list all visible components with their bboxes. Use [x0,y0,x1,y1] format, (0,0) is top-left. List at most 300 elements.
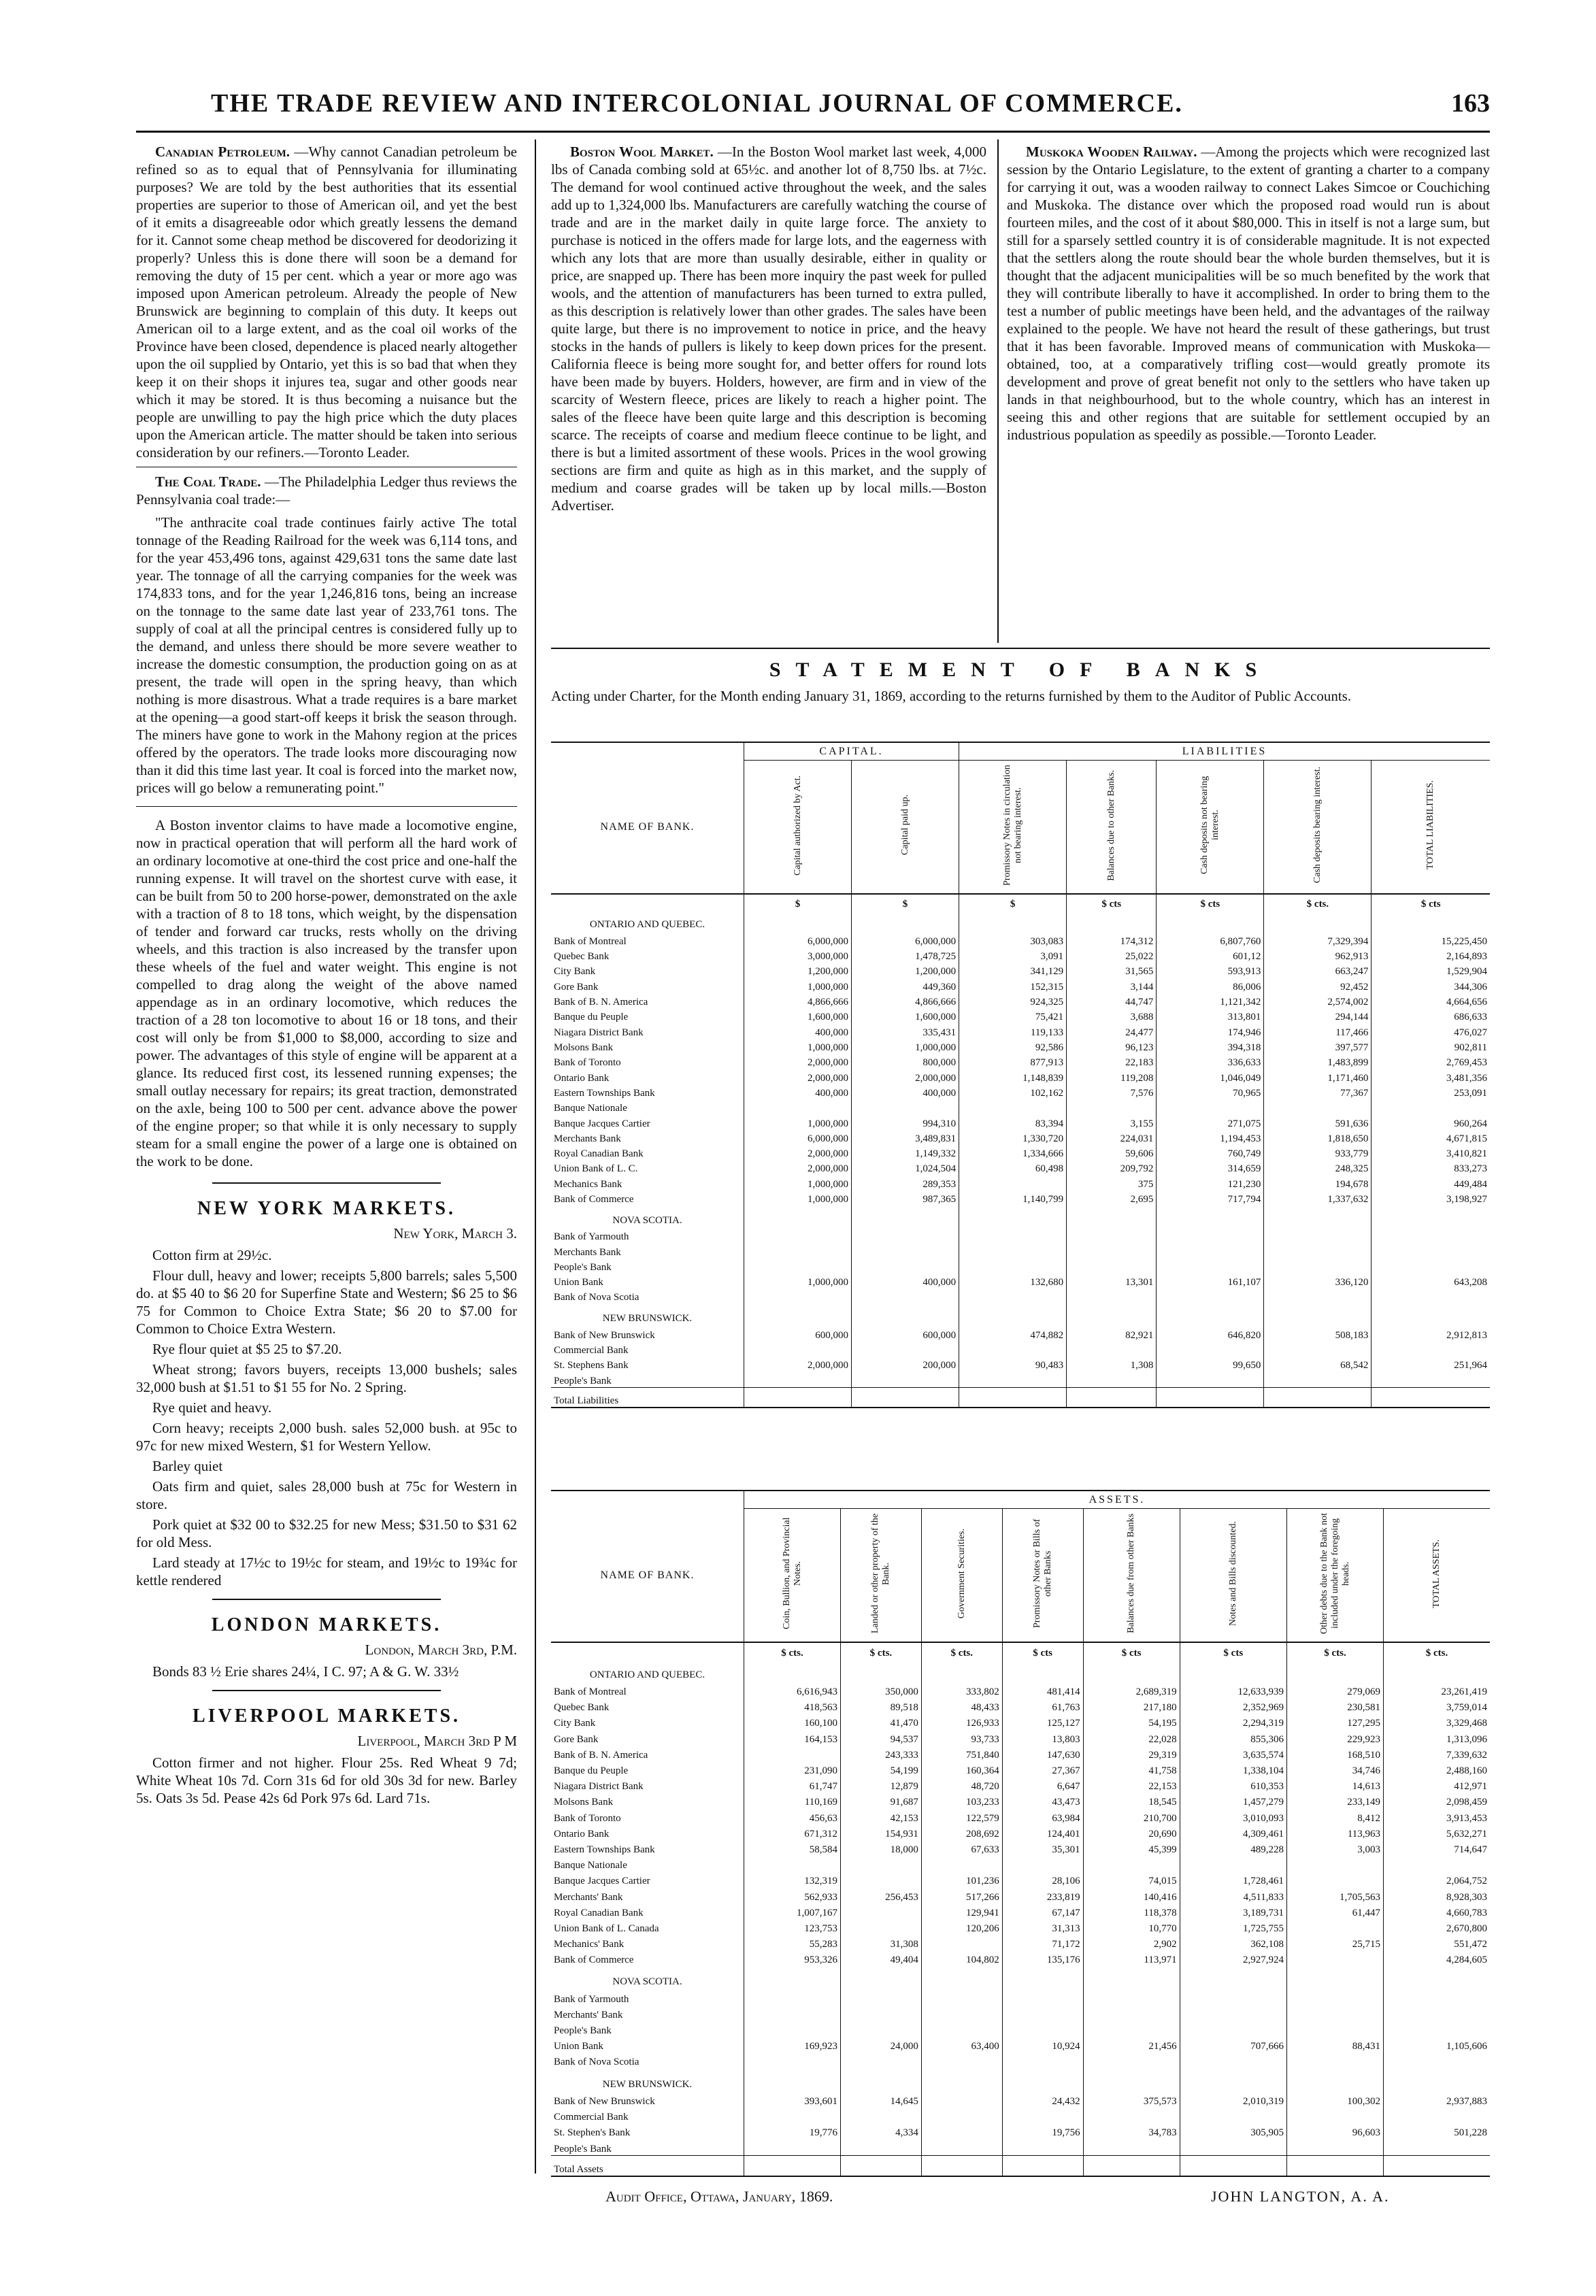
value-cell [959,1288,1067,1303]
table-row [551,978,1490,993]
bank-name: Banque Jacques Cartier [554,1118,650,1129]
value-cell: 208,692 [921,1825,1002,1840]
table-row [551,1326,1490,1341]
value-cell: 104,802 [921,1950,1002,1966]
value-cell: 24,477 [1067,1023,1157,1038]
value-cell [921,2006,1002,2021]
table-row [551,1357,1490,1371]
market-dateline: New York, March 3. [393,1225,517,1242]
bank-name: Bank of Toronto [554,1812,621,1824]
value-cell: 877,913 [959,1054,1067,1069]
value-cell: 4,660,783 [1384,1903,1490,1919]
value-cell [1067,1243,1157,1258]
value-cell: 19,756 [1002,2123,1083,2139]
value-cell: 707,666 [1180,2037,1286,2052]
value-cell: 601,12 [1157,948,1264,963]
value-cell [1002,1856,1083,1871]
value-cell: 147,630 [1002,1746,1083,1761]
value-cell: 400,000 [744,1084,852,1099]
value-cell: 8,928,303 [1384,1887,1490,1903]
table-row [551,1746,1490,1761]
value-cell [1002,1989,1083,2005]
value-cell [744,2108,841,2123]
value-cell: 4,284,605 [1384,1950,1490,1966]
value-cell [1157,1228,1264,1243]
value-cell: 174,312 [1067,932,1157,947]
value-cell: 110,169 [744,1793,841,1808]
value-cell [1180,2006,1286,2021]
market-line: Rye flour quiet at $5 25 to $7.20. [152,1341,342,1357]
value-cell [841,1919,922,1935]
value-cell: 4,511,833 [1180,1887,1286,1903]
value-cell: 1,000,000 [744,1274,852,1288]
value-cell: 333,802 [921,1682,1002,1698]
value-cell: 230,581 [1287,1698,1384,1714]
value-cell: 169,923 [744,2037,841,2052]
unit-cell: $ cts. [1384,1642,1490,1659]
table-row [551,1856,1490,1871]
value-cell [1083,1856,1180,1871]
article-lead: Boston Wool Market. [570,144,714,160]
value-cell: 2,902 [1083,1935,1180,1950]
value-cell [1371,1288,1490,1303]
value-cell: 102,162 [959,1084,1067,1099]
bank-name: City Bank [554,966,596,978]
value-cell: 2,927,924 [1180,1950,1286,1966]
value-cell: 1,121,342 [1157,993,1264,1008]
value-cell [921,1989,1002,2005]
value-cell: 194,678 [1264,1175,1371,1190]
table-row [551,2052,1490,2068]
value-cell [1067,1228,1157,1243]
column-header-row [551,761,1490,895]
value-cell [744,1259,852,1274]
table-row [551,1130,1490,1145]
bank-name: Bank of New Brunswick [554,1329,655,1341]
value-cell [841,2021,922,2037]
coal-trade-quote: "The anthracite coal trade continues fairly active The total tonnage of the Reading Railroad for the week was 6,114 tons, and for the year 453,496 tons, against 429,631 tons the same date last year. The tonnage of all the carrying companies for the week was 174,833 tons, and for the year 1,246,816 tons, being an increase on the tonnage to the same date last year of 233,761 tons. The supply of coal at all the principal centres is considered fully up to the demand, and unless there should be more severe weather to increase the domestic consumption, the production going on as at present, the trade will open in the spring heavy, than which nothing is more disastrous. What a trade requires is a bare market at the opening—a good start-off keeps it brisk the season through. The miners have gone to work in the Mahony region at the prices offered by the operators. The trade looks more discouraging now than it did this time last year. It coal is forced into the market now, prices will go below a remunerating point." [136,514,517,796]
value-cell: 418,563 [744,1698,841,1714]
value-cell [1287,2006,1384,2021]
value-cell [959,1175,1067,1190]
bank-name: Bank of Commerce [554,1194,634,1205]
value-cell [921,2123,1002,2139]
column-header: Government Securities. [956,1528,967,1619]
column-middle [551,143,986,520]
value-cell: 3,144 [1067,978,1157,993]
value-cell: 99,650 [1157,1357,1264,1371]
value-cell [1180,1856,1286,1871]
value-cell: 101,236 [921,1871,1002,1887]
value-cell: 1,046,049 [1157,1069,1264,1084]
value-cell: 45,399 [1083,1840,1180,1856]
value-cell [1371,1099,1490,1114]
value-cell [1002,2139,1083,2155]
value-cell: 449,484 [1371,1175,1490,1190]
value-cell [1287,1871,1384,1887]
value-cell: 119,133 [959,1023,1067,1038]
value-cell: 19,776 [744,2123,841,2139]
value-cell: 31,308 [841,1935,922,1950]
table-row [551,1887,1490,1903]
value-cell: 1,334,666 [959,1145,1067,1160]
total-label: Total Liabilities [551,1387,744,1408]
value-cell [921,2052,1002,2068]
value-cell: 2,769,453 [1371,1054,1490,1069]
value-cell [1083,2052,1180,2068]
unit-cell: $ [852,894,959,910]
value-cell [1157,1371,1264,1387]
bank-name: Royal Canadian Bank [554,1148,644,1160]
table-row [551,1243,1490,1258]
value-cell: 22,153 [1083,1777,1180,1793]
value-cell: 313,801 [1157,1008,1264,1023]
value-cell: 610,353 [1180,1777,1286,1793]
table-row [551,1808,1490,1824]
value-cell [1264,1342,1371,1357]
value-cell: 305,905 [1180,2123,1286,2139]
market-line: Wheat strong; favors buyers, receipts 13,000 bushels; sales 32,000 bush at $1.51 to $1 55 for No. 2 Spring. [136,1361,517,1395]
unit-cell: $ cts [1157,894,1264,910]
assets-body [551,1642,1490,2176]
value-cell: 43,473 [1002,1793,1083,1808]
value-cell [744,2006,841,2021]
unit-cell: $ cts [1002,1642,1083,1659]
value-cell: 160,100 [744,1714,841,1729]
value-cell: 3,489,831 [852,1130,959,1145]
value-cell: 336,120 [1264,1274,1371,1288]
unit-cell: $ cts [1371,894,1490,910]
value-cell [852,1099,959,1114]
value-cell: 1,337,632 [1264,1191,1371,1205]
value-cell: 96,603 [1287,2123,1384,2139]
value-cell: 41,758 [1083,1761,1180,1777]
column-header: TOTAL LIABILITIES. [1425,780,1436,870]
value-cell: 132,680 [959,1274,1067,1288]
bank-name: Bank of B. N. America [554,1749,648,1761]
bank-name: City Bank [554,1718,596,1729]
value-cell [1264,1259,1371,1274]
value-cell: 14,613 [1287,1777,1384,1793]
value-cell: 2,064,752 [1384,1871,1490,1887]
value-cell: 124,401 [1002,1825,1083,1840]
page-number: 163 [1451,89,1490,118]
value-cell [959,1228,1067,1243]
value-cell: 3,481,356 [1371,1069,1490,1084]
article-lead: The Coal Trade. [155,473,261,490]
value-cell [744,2139,841,2155]
value-cell [921,2108,1002,2123]
value-cell: 855,306 [1180,1729,1286,1745]
market-line: Oats firm and quiet, sales 28,000 bush at 75c for Western in store. [136,1478,517,1512]
value-cell [841,2006,922,2021]
bank-name: Union Bank [554,2041,603,2052]
value-cell: 248,325 [1264,1160,1371,1175]
value-cell: 77,367 [1264,1084,1371,1099]
article-divider [136,806,517,807]
value-cell: 8,412 [1287,1808,1384,1824]
name-of-bank-header: NAME OF BANK. [551,1509,744,1643]
value-cell: 1,483,899 [1264,1054,1371,1069]
value-cell: 231,090 [744,1761,841,1777]
value-cell [1067,1099,1157,1114]
value-cell: 397,577 [1264,1039,1371,1054]
page-header [136,88,1490,129]
value-cell [959,1342,1067,1357]
value-cell: 126,933 [921,1714,1002,1729]
value-cell [1264,1243,1371,1258]
value-cell: 117,466 [1264,1023,1371,1038]
unit-cell: $ cts [1083,1642,1180,1659]
value-cell [1371,1371,1490,1387]
value-cell [1067,1288,1157,1303]
value-cell: 289,353 [852,1175,959,1190]
value-cell: 3,000,000 [744,948,852,963]
statement-top-rule [551,648,1490,649]
value-cell: 314,659 [1157,1160,1264,1175]
value-cell [744,1243,852,1258]
value-cell: 1,330,720 [959,1130,1067,1145]
value-cell [841,1989,922,2005]
units-row [551,894,1490,910]
value-cell [1157,1259,1264,1274]
bank-name: Bank of Montreal [554,935,627,947]
value-cell [852,1371,959,1387]
value-cell [852,1342,959,1357]
journal-title: THE TRADE REVIEW AND INTERCOLONIAL JOURNAL OF COMMERCE. [211,89,1183,118]
value-cell: 48,720 [921,1777,1002,1793]
unit-cell: $ [744,894,852,910]
value-cell [1067,1342,1157,1357]
value-cell: 800,000 [852,1054,959,1069]
value-cell [1083,2006,1180,2021]
bank-name: Banque Jacques Cartier [554,1876,650,1887]
value-cell: 70,965 [1157,1084,1264,1099]
value-cell [1180,2052,1286,2068]
value-cell [1384,2006,1490,2021]
value-cell: 5,632,271 [1384,1825,1490,1840]
value-cell: 6,000,000 [744,1130,852,1145]
group-header-assets: ASSETS. [744,1491,1491,1509]
value-cell: 12,879 [841,1777,922,1793]
value-cell: 717,794 [1157,1191,1264,1205]
market-dateline: Liverpool, March 3rd P M [357,1733,517,1749]
column-right [1007,143,1490,449]
value-cell: 22,183 [1067,1054,1157,1069]
unit-cell: $ cts [1067,894,1157,910]
table-row [551,1008,1490,1023]
value-cell: 336,633 [1157,1054,1264,1069]
value-cell: 168,510 [1287,1746,1384,1761]
value-cell: 174,946 [1157,1023,1264,1038]
value-cell [1067,1259,1157,1274]
signature-line: JOHN LANGTON, A. A. [1211,2188,1390,2205]
article-body: —The Philadelphia Ledger thus reviews the Pennsylvania coal trade:— [136,473,517,508]
value-cell: 1,171,460 [1264,1069,1371,1084]
table-row [551,1714,1490,1729]
value-cell: 375 [1067,1175,1157,1190]
value-cell: 100,302 [1287,2092,1384,2108]
value-cell [841,1903,922,1919]
group-header-row [551,742,1490,761]
table-row [551,1145,1490,1160]
section-name: ONTARIO AND QUEBEC. [589,919,705,931]
bank-name: Bank of Nova Scotia [554,1292,639,1303]
value-cell: 74,015 [1083,1871,1180,1887]
value-cell [841,2052,922,2068]
value-cell: 4,664,656 [1371,993,1490,1008]
column-header-row [551,1509,1490,1643]
value-cell: 90,483 [959,1357,1067,1371]
value-cell [959,1243,1067,1258]
article-locomotive: A Boston inventor claims to have made a locomotive engine, now in practical operation that will perform all the hard work of an ordinary locomotive at one-third the cost price and one-half the running expense. It will travel on the shortest curve with ease, it can be built from 50 to 200 horse-power, demonstrated on the axle with a traction of 8 to 18 tons, which weight, by the dispensation of tender and forward car trucks, rests wholly on the driving wheels, and this traction is also increased by the transfer upon these wheels of the fuel and water weight. This engine is not compelled to drag along the weight of the above named appendage as in an ordinary locomotive, which reduces the traction of a 28 ton locomotive to about 16 or 18 tons, and their cost will only be from $1,000 to $8,000, according to size and power. The advantages of this style of engine will be apparent at a glance. Its reduced first cost, its lessened running expenses; the small outlay necessary for repairs; its great traction, demonstrated on the axle, being 100 to 500 per cent. advance above the power of the engine proper; so that while it is only necessary to supply steam for a small engine the power of a large one is obtained on the work to be done. [136,817,517,1169]
value-cell [959,1099,1067,1114]
value-cell: 400,000 [852,1274,959,1288]
value-cell: 4,866,666 [852,993,959,1008]
table-row [551,1371,1490,1387]
value-cell: 251,964 [1371,1357,1490,1371]
value-cell: 1,705,563 [1287,1887,1384,1903]
value-cell: 1,007,167 [744,1903,841,1919]
article-lead: Muskoka Wooden Railway. [1026,144,1197,160]
value-cell [959,1371,1067,1387]
total-row [551,2155,1490,2176]
value-cell: 3,091 [959,948,1067,963]
value-cell: 96,123 [1067,1039,1157,1054]
value-cell: 88,431 [1287,2037,1384,2052]
value-cell: 92,452 [1264,978,1371,993]
value-cell: 118,378 [1083,1903,1180,1919]
value-cell: 92,586 [959,1039,1067,1054]
table-row [551,1023,1490,1038]
market-dateline: London, March 3rd, P.M. [365,1642,517,1658]
table-row [551,1054,1490,1069]
value-cell [1002,2021,1083,2037]
table-row [551,1777,1490,1793]
value-cell: 933,779 [1264,1145,1371,1160]
bank-name: People's Bank [554,2025,612,2037]
table-row [551,1935,1490,1950]
value-cell: 71,172 [1002,1935,1083,1950]
value-cell: 1,600,000 [852,1008,959,1023]
article-body: —Among the projects which were recognized last session by the Ontario Legislature, to the extent of granting a charter to a company for carrying it out, was a wooden railway to connect Lakes Simcoe or Couchiching and Muskoka. The distance over which the proposed road would run is about fourteen miles, and the cost of it about $80,000. This in itself is not a large sum, but still for a sparsely settled country it is of considerable magnitude. It is not expected that the settlers along the route should bear the whole burden themselves, but it is thought that the adjacent municipalities will be so much benefited by the work that they will contribute liberally to have it accomplished. In order to bring them to the test a number of public meetings have been held, and the advantages of the railway explained to the people. We have not heard the result of these gatherings, but trust that it has been favorable. Improved means of communication with Muskoka—obtained, too, at a comparatively trifling cost—would greatly promote its development and prove of great benefit not only to the settlers who have taken up lands in that neighbourhood, but to the whole country, which has an interest in seeing this and other regions that are suitable for settlement occupied by an industrious population as speedily as possible.—Toronto Leader. [1007,144,1490,443]
value-cell: 600,000 [852,1326,959,1341]
table-row [551,2139,1490,2155]
bank-name: Bank of Yarmouth [554,1231,629,1243]
value-cell: 1,338,104 [1180,1761,1286,1777]
value-cell: 1,140,799 [959,1191,1067,1205]
value-cell: 103,233 [921,1793,1002,1808]
value-cell: 210,700 [1083,1808,1180,1824]
value-cell [921,1935,1002,1950]
bank-name: People's Bank [554,1261,612,1273]
value-cell: 1,313,096 [1384,1729,1490,1745]
value-cell: 24,000 [841,2037,922,2052]
value-cell [1371,1243,1490,1258]
value-cell: 1,000,000 [744,978,852,993]
value-cell: 294,144 [1264,1008,1371,1023]
value-cell: 152,315 [959,978,1067,993]
market-line: Bonds 83 ½ Erie shares 24¼, I C. 97; A & G. W. 33½ [152,1663,459,1680]
value-cell: 200,000 [852,1357,959,1371]
table-row [551,1342,1490,1357]
value-cell [852,1288,959,1303]
section-name: NEW BRUNSWICK. [602,1313,693,1325]
value-cell: 591,636 [1264,1114,1371,1129]
value-cell: 1,728,461 [1180,1871,1286,1887]
value-cell: 2,000,000 [744,1069,852,1084]
value-cell [1371,1342,1490,1357]
value-cell: 18,545 [1083,1793,1180,1808]
value-cell: 6,807,760 [1157,932,1264,947]
value-cell: 58,584 [744,1840,841,1856]
value-cell: 42,153 [841,1808,922,1824]
table-row [551,963,1490,978]
value-cell: 1,000,000 [744,1039,852,1054]
bank-name: Bank of Montreal [554,1686,627,1697]
bank-name: Merchants' Bank [554,1891,623,1903]
unit-cell: $ cts [1180,1642,1286,1659]
column-header: Capital paid up. [899,795,910,856]
market-line: Barley quiet [152,1458,223,1474]
value-cell: 2,352,969 [1180,1698,1286,1714]
value-cell [1264,1228,1371,1243]
value-cell [1083,2108,1180,2123]
value-cell [1384,2021,1490,2037]
value-cell [1287,2108,1384,2123]
value-cell [1384,2052,1490,2068]
value-cell: 987,365 [852,1191,959,1205]
value-cell: 209,792 [1067,1160,1157,1175]
value-cell: 83,394 [959,1114,1067,1129]
table-row [551,1825,1490,1840]
value-cell: 562,933 [744,1887,841,1903]
unit-cell: $ cts. [744,1642,841,1659]
value-cell: 243,333 [841,1746,922,1761]
section-row [551,1659,1490,1682]
table-row [551,1950,1490,1966]
value-cell: 60,498 [959,1160,1067,1175]
section-row [551,1205,1490,1228]
column-header: Notes and Bills discounted. [1227,1521,1238,1626]
value-cell [1287,1989,1384,2005]
value-cell: 6,000,000 [744,932,852,947]
value-cell: 3,010,093 [1180,1808,1286,1824]
value-cell: 3,913,453 [1384,1808,1490,1824]
value-cell [1002,2052,1083,2068]
value-cell: 23,261,419 [1384,1682,1490,1698]
unit-cell: $ cts. [841,1642,922,1659]
bank-name: Quebec Bank [554,1702,610,1714]
table-row [551,1903,1490,1919]
value-cell: 13,301 [1067,1274,1157,1288]
value-cell [921,1856,1002,1871]
value-cell: 6,000,000 [852,932,959,947]
value-cell: 28,106 [1002,1871,1083,1887]
value-cell: 61,747 [744,1777,841,1793]
value-cell: 63,984 [1002,1808,1083,1824]
value-cell: 489,228 [1180,1840,1286,1856]
value-cell [852,1259,959,1274]
value-cell: 6,647 [1002,1777,1083,1793]
value-cell: 125,127 [1002,1714,1083,1729]
value-cell: 335,431 [852,1023,959,1038]
value-cell: 233,149 [1287,1793,1384,1808]
liverpool-markets [136,1708,517,1807]
value-cell: 3,759,014 [1384,1698,1490,1714]
value-cell: 25,715 [1287,1935,1384,1950]
value-cell: 1,000,000 [744,1114,852,1129]
